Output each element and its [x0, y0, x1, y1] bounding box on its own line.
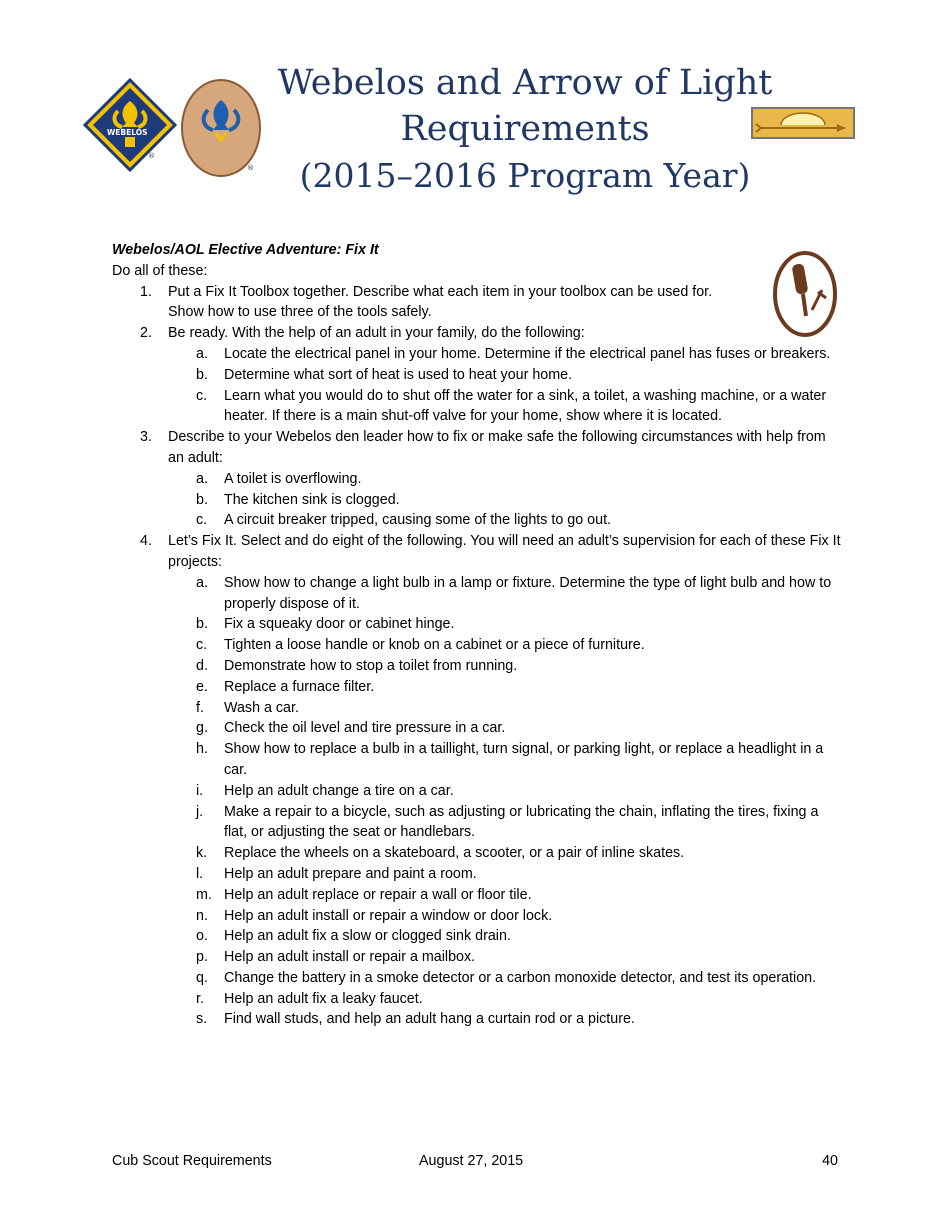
sub-requirement-letter: c.: [196, 387, 208, 404]
sub-requirement-item: [168, 885, 842, 906]
sub-requirement-item: [168, 656, 842, 677]
sub-requirement-letter: h.: [196, 741, 208, 758]
sub-requirement-letter: d.: [196, 657, 208, 674]
sub-requirement-text: Help an adult fix a leaky faucet.: [224, 990, 423, 1007]
registered-mark-aol: ®: [247, 164, 254, 172]
sub-requirement-text: Help an adult prepare and paint a room.: [224, 865, 477, 882]
requirement-item: [112, 531, 842, 1030]
sub-requirement-text: Replace a furnace filter.: [224, 678, 375, 695]
sub-requirement-item: [168, 573, 842, 615]
sub-requirement-text: Make a repair to a bicycle, such as adjusting or lubricating the chain, inflating the tires, fixing a flat, or adjusting the seat or handlebars.: [224, 803, 819, 841]
sub-requirement-item: [168, 802, 842, 844]
sub-requirements-list: [168, 469, 842, 531]
webelos-badge-text: WEBELOS: [107, 128, 148, 137]
adventure-intro: Do all of these:: [112, 262, 208, 279]
sub-requirement-letter: c.: [196, 637, 208, 654]
sub-requirements-list: [168, 344, 842, 427]
footer-page-number: 40: [822, 1153, 838, 1169]
sub-requirement-letter: c.: [196, 512, 208, 529]
sub-requirement-text: Show how to change a light bulb in a lamp or fixture. Determine the type of light bulb and how to properly dispose of it.: [224, 574, 832, 612]
sub-requirement-letter: l.: [196, 865, 204, 882]
sub-requirement-letter: p.: [196, 949, 208, 966]
sub-requirement-item: [168, 1009, 842, 1030]
sub-requirement-item: [168, 926, 842, 947]
adventure-section: [112, 240, 842, 1030]
sub-requirement-letter: g.: [196, 720, 208, 737]
requirement-number: 2.: [140, 325, 152, 342]
sub-requirement-item: [168, 677, 842, 698]
sub-requirement-item: [168, 614, 842, 635]
sub-requirement-item: [168, 635, 842, 656]
sub-requirement-letter: i.: [196, 782, 204, 799]
sub-requirement-letter: a.: [196, 470, 208, 487]
sub-requirement-text: A toilet is overflowing.: [224, 470, 362, 487]
sub-requirement-item: [168, 947, 842, 968]
page-title: [240, 60, 810, 200]
sub-requirement-item: [168, 906, 842, 927]
title-line-2: Requirements: [400, 109, 650, 149]
sub-requirement-text: Change the battery in a smoke detector or a carbon monoxide detector, and test its operation.: [224, 969, 817, 986]
footer-date: August 27, 2015: [419, 1153, 524, 1169]
title-line-3: (2015–2016 Program Year): [299, 156, 751, 195]
requirement-number: 3.: [140, 429, 152, 446]
sub-requirement-text: Show how to replace a bulb in a taillight, turn signal, or parking light, or replace a headlight in a car.: [224, 741, 824, 778]
sub-requirement-text: Help an adult fix a slow or clogged sink drain.: [224, 928, 511, 945]
sub-requirement-item: [168, 718, 842, 739]
sub-requirement-letter: j.: [196, 803, 204, 820]
sub-requirement-text: The kitchen sink is clogged.: [224, 491, 400, 508]
sub-requirement-text: Learn what you would do to shut off the water for a sink, a toilet, a washing machine, or a water heater. If there is a main shut-off valve for your home, show where it is located.: [224, 387, 827, 425]
requirement-item: [112, 427, 842, 531]
sub-requirement-item: [168, 864, 842, 885]
requirements-list: [112, 282, 842, 1031]
sub-requirement-letter: s.: [196, 1011, 208, 1028]
registered-mark: ®: [148, 152, 155, 160]
requirement-text: Describe to your Webelos den leader how to fix or make safe the following circumstances with help from an adult:: [168, 429, 826, 466]
sub-requirement-item: [168, 698, 842, 719]
requirement-number: 4.: [140, 533, 152, 550]
webelos-badge-logo: [82, 77, 178, 173]
footer-doc-title: Cub Scout Requirements: [112, 1153, 272, 1169]
sub-requirement-item: [168, 469, 842, 490]
sub-requirement-item: [168, 989, 842, 1010]
sub-requirement-text: Find wall studs, and help an adult hang a curtain rod or a picture.: [224, 1011, 635, 1028]
sub-requirement-letter: k.: [196, 845, 208, 862]
title-line-1: Webelos and Arrow of Light: [277, 63, 773, 103]
sub-requirement-item: [168, 510, 842, 531]
sub-requirement-item: [168, 781, 842, 802]
sub-requirement-item: [168, 344, 842, 365]
sub-requirement-letter: n.: [196, 907, 208, 924]
sub-requirement-text: Help an adult replace or repair a wall or floor tile.: [224, 886, 532, 903]
sub-requirement-text: Fix a squeaky door or cabinet hinge.: [224, 616, 455, 633]
sub-requirement-letter: b.: [196, 366, 208, 383]
sub-requirement-letter: b.: [196, 616, 208, 633]
sub-requirement-item: [168, 490, 842, 511]
sub-requirement-text: A circuit breaker tripped, causing some of the lights to go out.: [224, 512, 612, 529]
requirement-item: [112, 282, 842, 324]
sub-requirement-letter: e.: [196, 678, 208, 695]
requirement-number: 1.: [140, 283, 152, 300]
sub-requirement-letter: o.: [196, 928, 208, 945]
sub-requirement-text: Determine what sort of heat is used to heat your home.: [224, 366, 573, 383]
sub-requirement-text: Wash a car.: [224, 699, 299, 716]
sub-requirement-text: Tighten a loose handle or knob on a cabinet or a piece of furniture.: [224, 637, 645, 654]
sub-requirement-letter: b.: [196, 491, 208, 508]
requirement-text: Let’s Fix It. Select and do eight of the following. You will need an adult’s supervision for each of these Fix It projects:: [168, 533, 841, 570]
sub-requirement-letter: q.: [196, 969, 208, 986]
sub-requirements-list: [168, 573, 842, 1031]
sub-requirement-text: Help an adult install or repair a mailbox.: [224, 949, 476, 966]
requirement-text: Put a Fix It Toolbox together. Describe what each item in your toolbox can be used for. Show how to use three of the tools safely.: [168, 283, 713, 321]
sub-requirement-text: Replace the wheels on a skateboard, a scooter, or a pair of inline skates.: [224, 845, 685, 862]
sub-requirement-text: Locate the electrical panel in your home. Determine if the electrical panel has fuses or breakers.: [224, 345, 831, 362]
sub-requirement-letter: m.: [196, 886, 212, 903]
sub-requirement-item: [168, 365, 842, 386]
sub-requirement-letter: a.: [196, 345, 208, 362]
sub-requirement-text: Check the oil level and tire pressure in a car.: [224, 720, 506, 737]
sub-requirement-text: Demonstrate how to stop a toilet from running.: [224, 657, 518, 674]
adventure-heading: Webelos/AOL Elective Adventure: Fix It: [112, 242, 379, 258]
sub-requirement-letter: a.: [196, 574, 208, 591]
sub-requirement-item: [168, 739, 842, 781]
sub-requirement-item: [168, 843, 842, 864]
sub-requirement-text: Help an adult change a tire on a car.: [224, 782, 454, 799]
sub-requirement-letter: r.: [196, 990, 204, 1007]
requirement-item: [112, 323, 842, 427]
sub-requirement-text: Help an adult install or repair a window or door lock.: [224, 907, 553, 924]
sub-requirement-item: [168, 386, 842, 428]
sub-requirement-letter: f.: [196, 699, 204, 716]
requirement-text: Be ready. With the help of an adult in your family, do the following:: [168, 325, 585, 342]
sub-requirement-item: [168, 968, 842, 989]
